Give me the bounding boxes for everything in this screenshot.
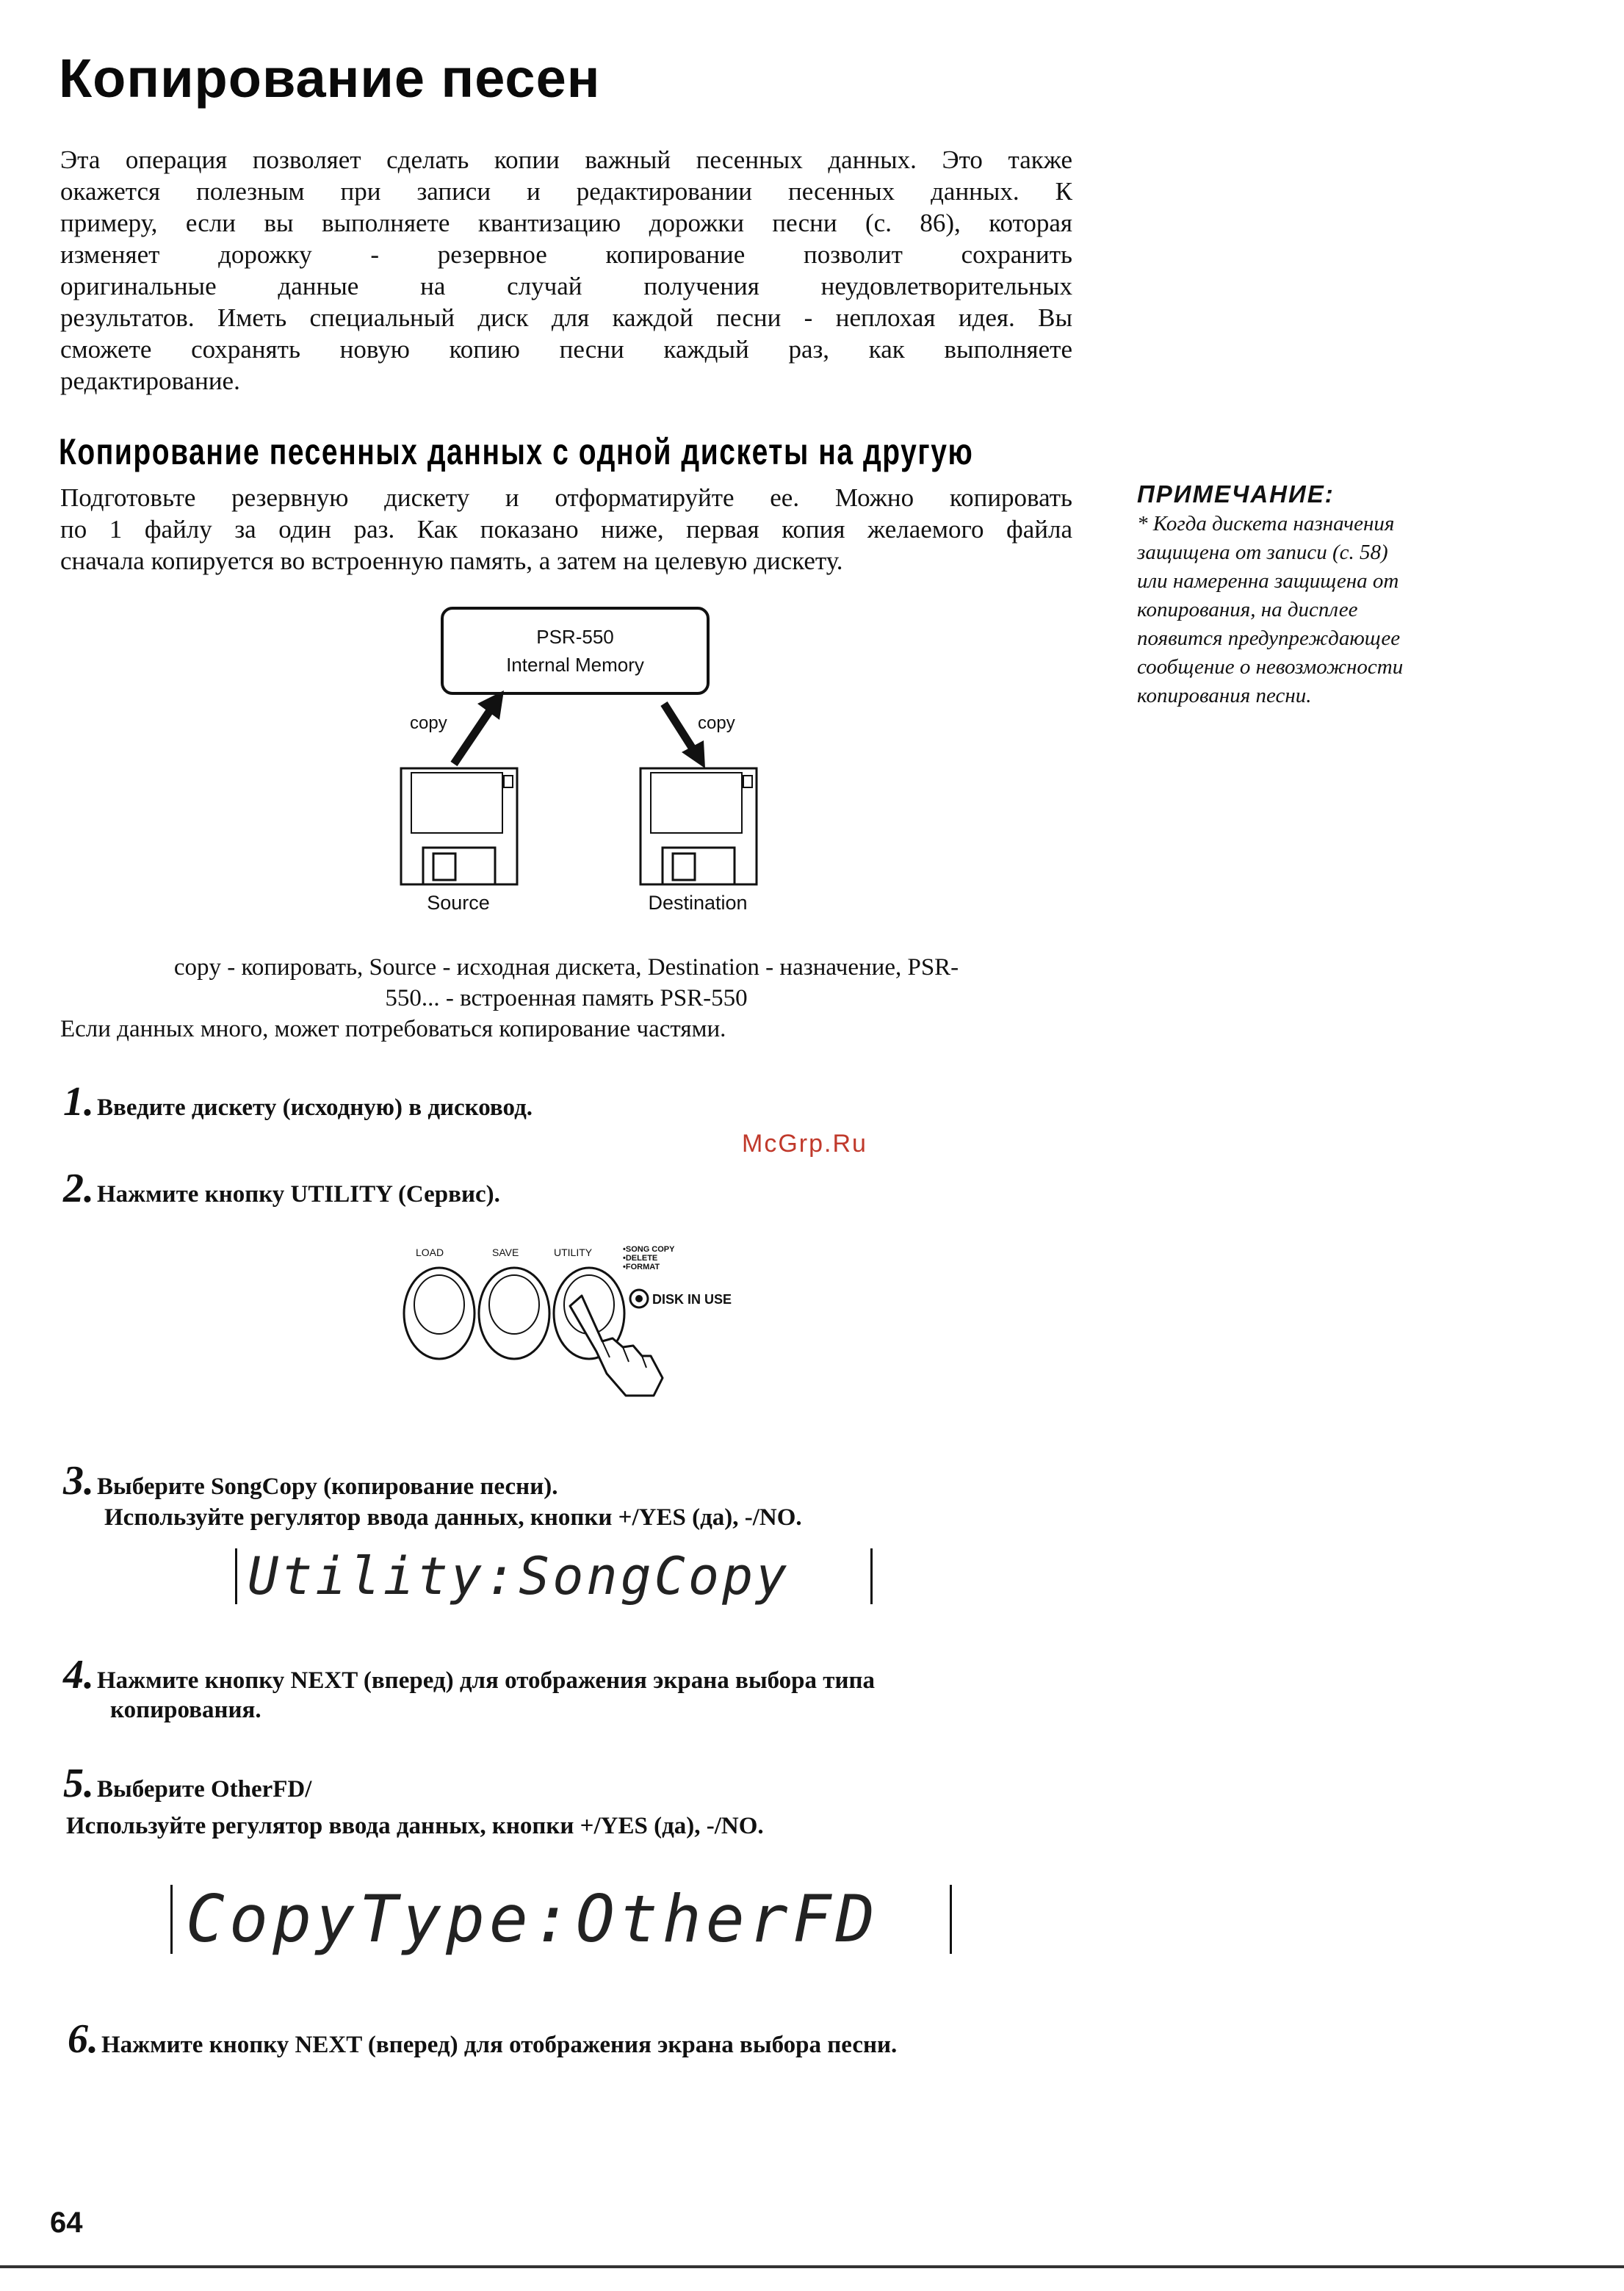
step-text: Введите дискету (исходную) в дисковод. — [97, 1094, 533, 1121]
intro-line: Эта операция позволяет сделать копии важный песенных данных. Это также — [60, 145, 1072, 174]
intro-line: сможете сохранять новую копию песни каждый раз, как выполняете — [60, 335, 1072, 364]
memory-line2: Internal Memory — [506, 654, 644, 676]
intro-line: окажется полезным при записи и редактировании песенных данных. К — [60, 177, 1072, 206]
save-button-icon — [479, 1268, 549, 1359]
step-5 — [63, 1763, 311, 1807]
load-label: LOAD — [416, 1246, 444, 1258]
step-text: Выберите SongCopy (копирование песни). — [97, 1473, 558, 1500]
intro-line: результатов. Иметь специальный диск для каждой песни - неплохая идея. Вы — [60, 303, 1072, 332]
step-number: 2. — [63, 1166, 94, 1211]
disk-in-use-label: DISK IN USE — [652, 1292, 732, 1307]
note-line: копирования песни. — [1137, 684, 1312, 707]
disk-in-use-indicator-icon — [630, 1290, 648, 1307]
note-line: * Когда дискета назначения — [1137, 512, 1395, 535]
section-line: сначала копируется во встроенную память, а затем на целевую дискету. — [60, 546, 843, 575]
utility-panel-illustration — [389, 1238, 771, 1400]
step-text: Выберите OtherFD/ — [97, 1776, 312, 1803]
section-heading: Копирование песенных данных с одной дискеты на другую — [59, 431, 974, 472]
intro-paragraph — [60, 144, 1072, 397]
source-floppy-icon — [401, 768, 517, 884]
note-heading: ПРИМЕЧАНИЕ: — [1137, 480, 1335, 508]
menu-delete: •DELETE — [623, 1254, 658, 1263]
step-2 — [63, 1168, 500, 1212]
step-5-sub: Используйте регулятор ввода данных, кнопки +/YES (да), -/NO. — [66, 1813, 764, 1839]
step-6 — [68, 2018, 897, 2063]
intro-line: изменяет дорожку - резервное копирование позволит сохранить — [60, 240, 1072, 269]
load-button-icon — [404, 1268, 474, 1359]
intro-line: примеру, если вы выполняете квантизацию дорожки песни (с. 86), которая — [60, 209, 1072, 237]
destination-label: Destination — [648, 892, 748, 914]
step-text: Нажмите кнопку UTILITY (Сервис). — [97, 1181, 500, 1208]
note-line: или намеренна защищена от — [1137, 569, 1399, 593]
memory-line1: PSR-550 — [536, 626, 614, 648]
page-title: Копирование песен — [59, 48, 601, 109]
menu-song-copy: •SONG COPY — [623, 1245, 675, 1254]
step-number: 5. — [63, 1761, 94, 1806]
step-number: 6. — [68, 2016, 98, 2062]
copy-arrow-down — [664, 704, 695, 752]
caption-line: copy - копировать, Source - исходная дискета, Destination - назначение, PSR- — [173, 954, 959, 981]
section-paragraph — [60, 482, 1072, 577]
copy-label-right: copy — [698, 713, 735, 733]
diagram-caption — [60, 952, 1072, 1014]
step-4-text-cont: копирования. — [110, 1697, 261, 1723]
note-line: сообщение о невозможности — [1137, 655, 1404, 679]
step-text: Нажмите кнопку NEXT (вперед) для отображения экрана выбора типа — [97, 1667, 875, 1694]
lcd-display-songcopy: Utility:SongCopy — [235, 1548, 873, 1604]
copy-diagram — [367, 595, 779, 926]
step-1 — [63, 1081, 533, 1125]
note-line: защищена от записи (с. 58) — [1137, 541, 1388, 564]
caption-note: Если данных много, может потребоваться копирование частями. — [60, 1016, 726, 1042]
menu-format: •FORMAT — [623, 1263, 660, 1271]
page-number: 64 — [50, 2207, 83, 2239]
step-text: Нажмите кнопку NEXT (вперед) для отображения экрана выбора песни. — [101, 2032, 898, 2058]
watermark: McGrp.Ru — [742, 1130, 867, 1158]
lcd-display-copytype: CopyType:OtherFD — [170, 1885, 952, 1954]
step-number: 1. — [63, 1079, 94, 1125]
note-line: копирования, на дисплее — [1137, 598, 1358, 621]
note-line: появится предупреждающее — [1137, 627, 1401, 650]
note-body — [1137, 510, 1490, 710]
source-label: Source — [427, 892, 490, 914]
step-3-sub: Используйте регулятор ввода данных, кнопки +/YES (да), -/NO. — [104, 1504, 802, 1531]
step-number: 3. — [63, 1458, 94, 1504]
section-line: по 1 файлу за один раз. Как показано ниже, первая копия желаемого файла — [60, 515, 1072, 544]
intro-line: редактирование. — [60, 367, 240, 395]
internal-memory-box — [442, 608, 708, 693]
copy-label-left: copy — [410, 713, 447, 733]
step-3 — [63, 1460, 557, 1504]
bottom-rule — [0, 2265, 1624, 2268]
save-label: SAVE — [492, 1246, 519, 1258]
copy-arrow-up — [454, 705, 494, 764]
caption-line: 550... - встроенная память PSR-550 — [385, 985, 748, 1011]
destination-floppy-icon — [640, 768, 757, 884]
intro-line: оригинальные данные на случай получения неудовлетворительных — [60, 272, 1072, 300]
step-4 — [63, 1654, 1077, 1698]
section-line: Подготовьте резервную дискету и отформатируйте ее. Можно копировать — [60, 483, 1072, 512]
step-number: 4. — [63, 1652, 94, 1697]
utility-label: UTILITY — [554, 1246, 593, 1258]
